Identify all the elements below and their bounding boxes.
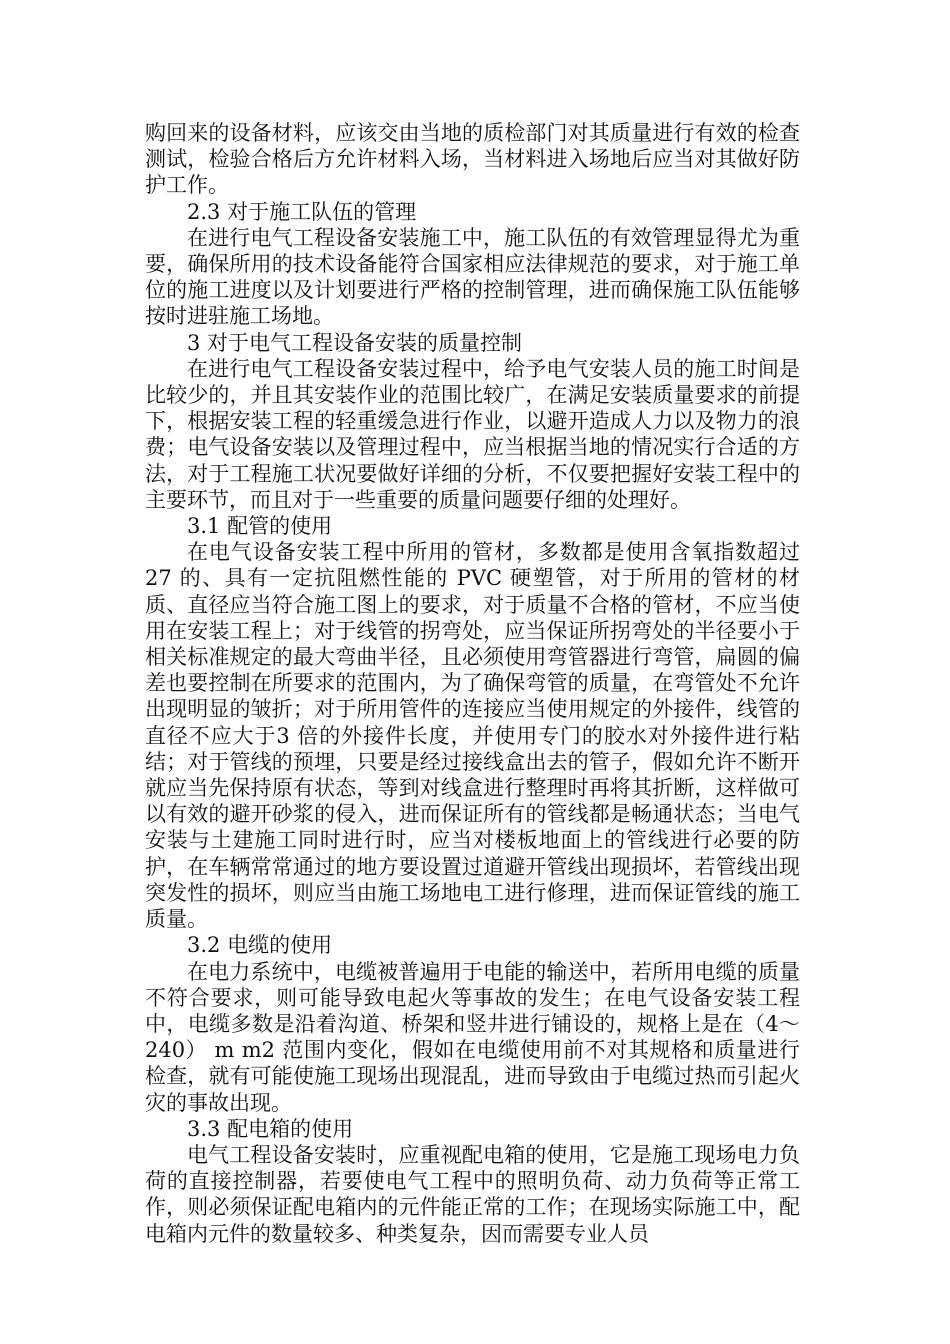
paragraph-distribution-box: 电气工程设备安装时，应重视配电箱的使用，它是施工现场电力负荷的直接控制器，若要使电气工程中的照明负荷、动力负荷等正常工作，则必须保证配电箱内的元件能正常的工作；在现场实际施工中，配电箱内元件的数量较多、种类复杂，因而需要专业人员 (145, 1142, 800, 1246)
paragraph-conduit-use: 在电气设备安装工程中所用的管材，多数都是使用含氧指数超过27 的、具有一定抗阻燃性能的 PVC 硬塑管，对于所用的管材的材质、直径应当符合施工图上的要求，对于质量不合格的管材，不应当使用在安装工程上；对于线管的拐弯处，应当保证所拐弯处的半径要小于相关标准规定的最大弯曲半径，且必须使用弯管器进行弯管，扁圆的偏差也要控制在所要求的范围内，为了确保弯管的质量，在弯管处不允许出现明显的皱折；对于所用管件的连接应当使用规定的外接件，线管的直径不应大于3 倍的外接件长度，并使用专门的胶水对外接件进行粘结；对于管线的预埋，只要是经过接线盒出去的管子，假如允许不断开就应当先保持原有状态，等到对线盒进行整理时再将其折断，这样做可以有效的避开砂浆的侵入，进而保证所有的管线都是畅通状态；当电气安装与土建施工同时进行时，应当对楼板地面上的管线进行必要的防护，在车辆常常通过的地方要设置过道避开管线出现损坏，若管线出现突发性的损坏，则应当由施工场地电工进行修理，进而保证管线的施工质量。 (145, 540, 800, 932)
section-heading-2-3: 2.3 对于施工队伍的管理 (187, 199, 417, 224)
section-heading-3-2: 3.2 电缆的使用 (187, 933, 333, 958)
section-heading-3-1: 3.1 配管的使用 (187, 514, 333, 539)
paragraph-cable-use: 在电力系统中，电缆被普遍用于电能的输送中，若所用电缆的质量不符合要求，则可能导致电起火等事故的发生；在电气设备安装工程中，电缆多数是沿着沟道、桥架和竖井进行铺设的，规格上是在（4～240） m m2 范围内变化，假如在电缆使用前不对其规格和质量进行检查，就有可能使施工现场出现混乱，进而导致由于电缆过热而引起火灾的事故出现。 (145, 959, 800, 1115)
paragraph-continued: 购回来的设备材料，应该交由当地的质检部门对其质量进行有效的检查测试，检验合格后方允许材料入场，当材料进入场地后应当对其做好防护工作。 (145, 121, 800, 198)
section-heading-3-3: 3.3 配电箱的使用 (187, 1116, 354, 1141)
paragraph-team-management: 在进行电气工程设备安装施工中，施工队伍的有效管理显得尤为重要，确保所用的技术设备能符合国家相应法律规范的要求，对于施工单位的施工进度以及计划要进行严格的控制管理，进而确保施工队伍能够按时进驻施工场地。 (145, 225, 800, 329)
section-heading-3: 3 对于电气工程设备安装的质量控制 (187, 330, 523, 355)
paragraph-quality-control: 在进行电气工程设备安装过程中，给予电气安装人员的施工时间是比较少的，并且其安装作业的范围比较广，在满足安装质量要求的前提下，根据安装工程的轻重缓急进行作业，以避开造成人力以及物力的浪费；电气设备安装以及管理过程中，应当根据当地的情况实行合适的方法，对于工程施工状况要做好详细的分析，不仅要把握好安装工程中的主要环节，而且对于一些重要的质量问题要仔细的处理好。 (145, 356, 800, 512)
document-body (145, 120, 800, 1247)
